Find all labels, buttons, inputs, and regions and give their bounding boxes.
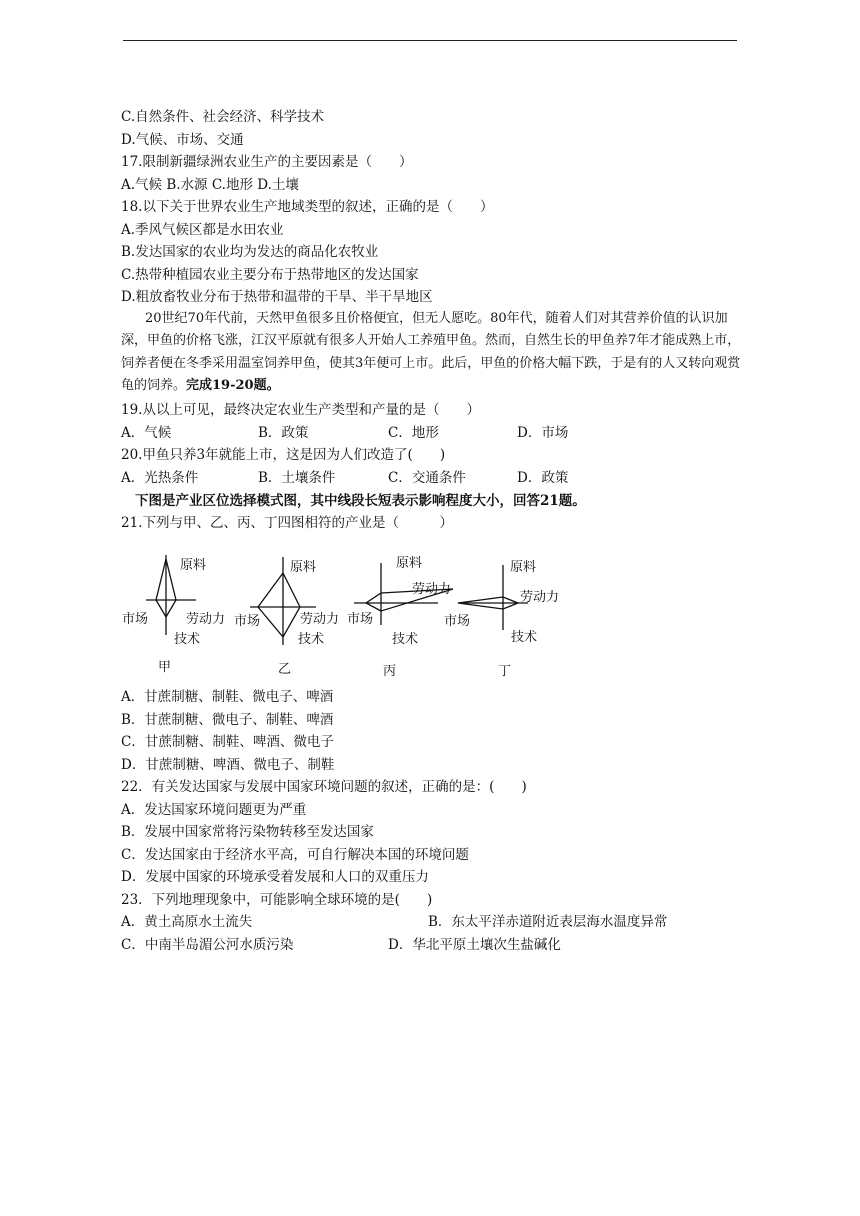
q16-option-c: C.自然条件、社会经济、科学技术	[121, 109, 325, 125]
ding-labor-label: 劳动力	[520, 590, 560, 605]
jia-caption: 甲	[158, 660, 172, 675]
q23-option-a: A．黄土高原水土流失	[121, 914, 253, 930]
q16-option-d: D.气候、市场、交通	[121, 132, 244, 148]
q21-option-b: B．甘蔗制糖、微电子、制鞋、啤酒	[121, 712, 334, 728]
ding-caption: 丁	[498, 664, 512, 679]
q19-option-d: D．市场	[517, 425, 569, 441]
jia-raw-label: 原料	[180, 558, 207, 573]
yi-raw-label: 原料	[290, 560, 317, 575]
bing-caption: 丙	[383, 664, 397, 679]
bing-labor-label: 劳动力	[412, 582, 452, 597]
yi-tech-label: 技术	[298, 632, 325, 647]
q22-stem: 22．有关发达国家与发展中国家环境问题的叙述，正确的是：( )	[121, 779, 527, 795]
q19-option-b: B．政策	[258, 425, 309, 441]
q21-option-d: D．甘蔗制糖、啤酒、微电子、制鞋	[121, 757, 335, 773]
q20-stem: 20.甲鱼只养3年就能上市，这是因为人们改造了( )	[121, 447, 446, 463]
q20-option-a: A．光热条件	[121, 470, 199, 486]
q20-option-b: B．土壤条件	[258, 470, 336, 486]
ding-raw-label: 原料	[510, 560, 537, 575]
bing-market-label: 市场	[347, 612, 374, 627]
q23-option-b: B．东太平洋赤道附近表层海水温度异常	[428, 914, 668, 930]
yi-caption: 乙	[278, 662, 292, 677]
q23-stem: 23．下列地理现象中，可能影响全球环境的是( )	[121, 892, 433, 908]
q21-stem: 21.下列与甲、乙、丙、丁四图相符的产业是（ ）	[121, 515, 453, 531]
jia-labor-label: 劳动力	[186, 612, 226, 627]
q20-option-d: D．政策	[517, 470, 569, 486]
q18-stem: 18.以下关于世界农业生产地域类型的叙述，正确的是（ ）	[121, 199, 494, 215]
q23-option-c: C．中南半岛湄公河水质污染	[121, 937, 294, 953]
passage-text: 20世纪70年代前，天然甲鱼很多且价格便宜，但无人愿吃。80年代，随着人们对其营养价值的认识加深，甲鱼的价格飞涨，江汉平原就有很多人开始人工养殖甲鱼。然而，自然生长的甲鱼养7年才能成熟上市，饲养者便在冬季采用温室饲养甲鱼，使其3年便可上市。此后，甲鱼的价格大幅下跌，于是有的人又转向观赏龟的饲养。	[121, 311, 741, 394]
jia-tech-label: 技术	[174, 632, 201, 647]
q21-intro: 下图是产业区位选择模式图，其中线段长短表示影响程度大小，回答21题。	[135, 493, 586, 509]
passage	[121, 308, 741, 398]
yi-labor-label: 劳动力	[300, 612, 340, 627]
q18-option-a: A.季风气候区都是水田农业	[121, 222, 284, 238]
q19-option-a: A．气候	[121, 425, 172, 441]
passage-instruction: 完成19-20题。	[186, 378, 280, 394]
q20-option-c: C．交通条件	[388, 470, 466, 486]
q22-option-a: A．发达国家环境问题更为严重	[121, 802, 307, 818]
yi-market-label: 市场	[234, 614, 261, 629]
ding-tech-label: 技术	[511, 630, 538, 645]
q23-option-d: D．华北平原土壤次生盐碱化	[388, 937, 561, 953]
q18-option-b: B.发达国家的农业均为发达的商品化农牧业	[121, 244, 379, 260]
q19-option-c: C．地形	[388, 425, 439, 441]
q22-option-d: D．发展中国家的环境承受着发展和人口的双重压力	[121, 869, 429, 885]
q17-options: A.气候 B.水源 C.地形 D.土壤	[121, 177, 299, 193]
header-rule	[123, 40, 737, 41]
q22-option-b: B．发展中国家常将污染物转移至发达国家	[121, 824, 374, 840]
q18-option-d: D.粗放畜牧业分布于热带和温带的干旱、半干旱地区	[121, 289, 433, 305]
q21-option-a: A．甘蔗制糖、制鞋、微电子、啤酒	[121, 689, 334, 705]
jia-market-label: 市场	[122, 612, 149, 627]
q21-option-c: C．甘蔗制糖、制鞋、啤酒、微电子	[121, 734, 334, 750]
industry-location-diagram	[118, 545, 588, 685]
q19-stem: 19.从以上可见，最终决定农业生产类型和产量的是（ ）	[121, 402, 480, 418]
ding-market-label: 市场	[444, 614, 471, 629]
q17-stem: 17.限制新疆绿洲农业生产的主要因素是（ ）	[121, 154, 413, 170]
q18-option-c: C.热带种植园农业主要分布于热带地区的发达国家	[121, 267, 419, 283]
bing-tech-label: 技术	[392, 632, 419, 647]
q22-option-c: C．发达国家由于经济水平高，可自行解决本国的环境问题	[121, 847, 469, 863]
bing-raw-label: 原料	[396, 556, 423, 571]
